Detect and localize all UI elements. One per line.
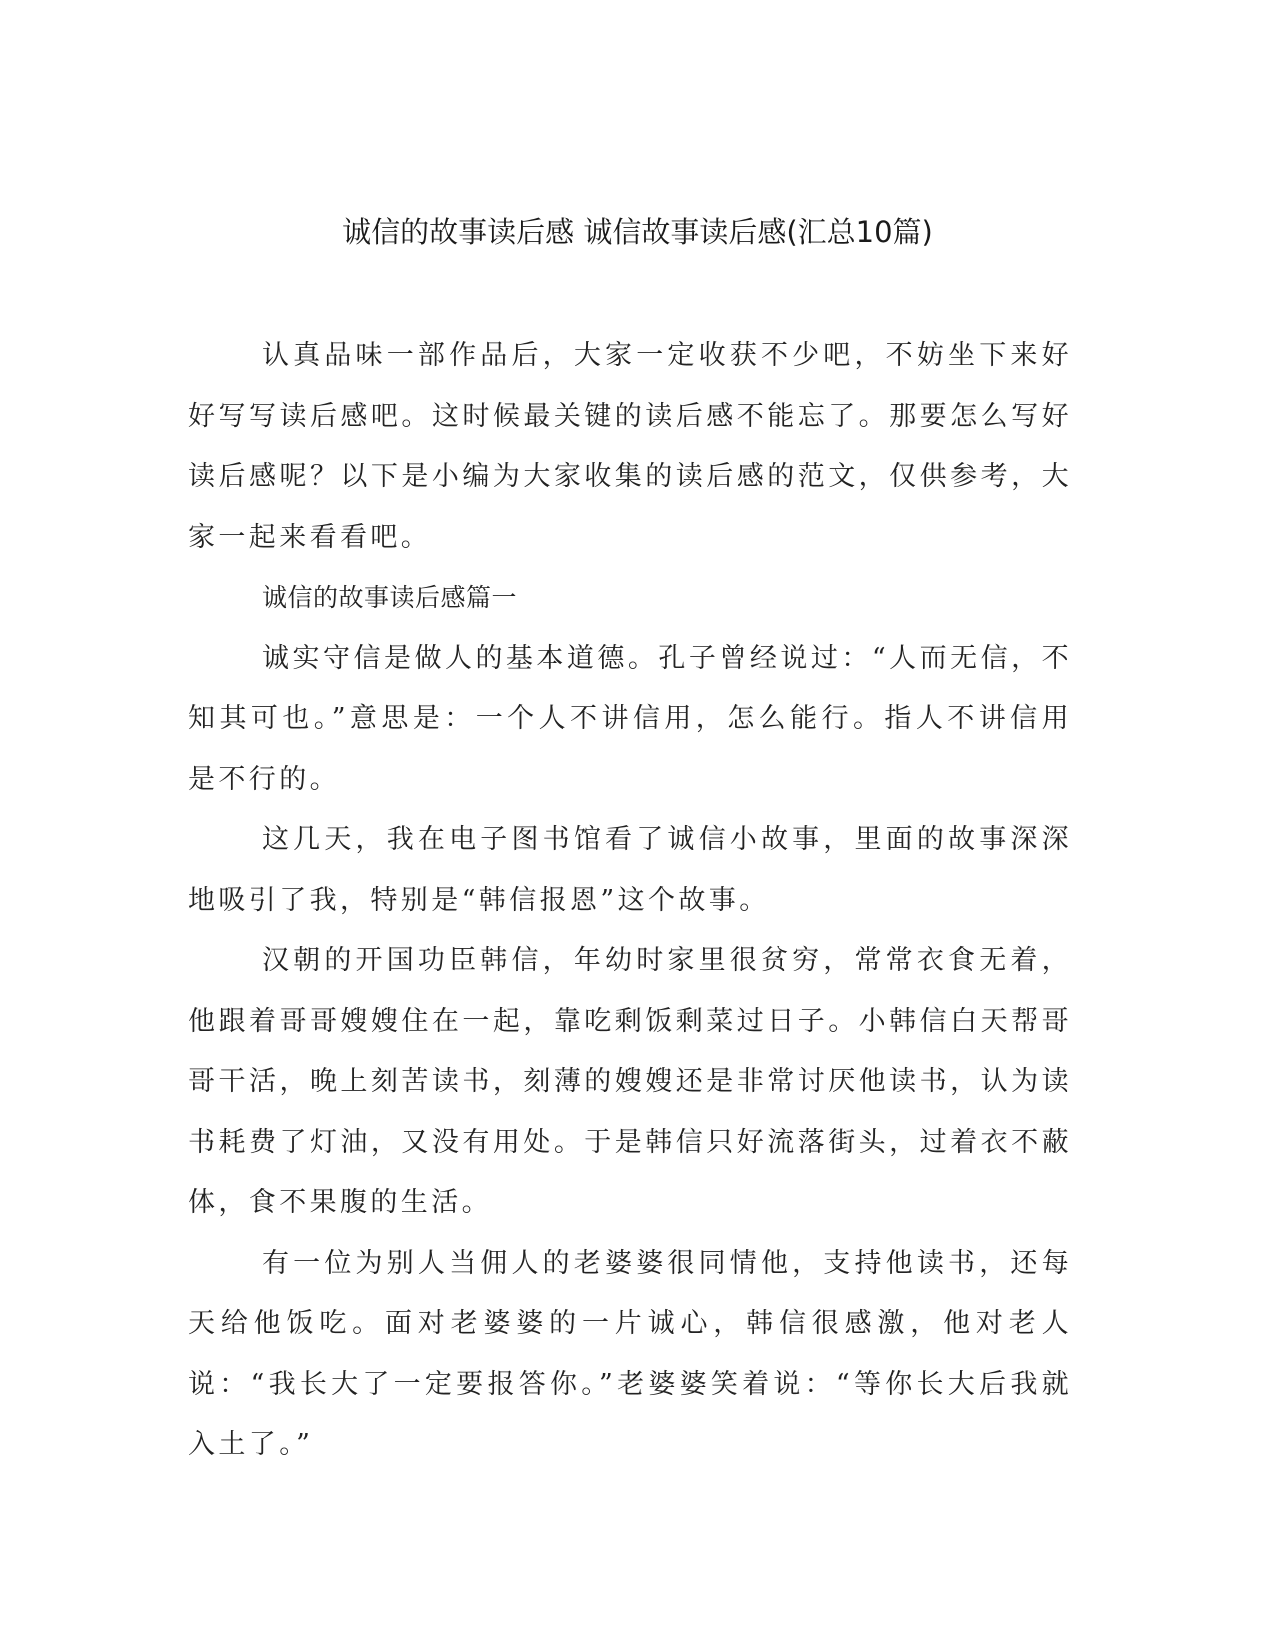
section-heading: 诚信的故事读后感篇一 bbox=[262, 583, 518, 612]
body-paragraph: 这几天，我在电子图书馆看了诚信小故事，里面的故事深深地吸引了我，特别是“韩信报恩”这个故事。 bbox=[188, 824, 1072, 916]
document-body bbox=[188, 326, 1072, 1476]
body-paragraph: 有一位为别人当佣人的老婆婆很同情他，支持他读书，还每天给他饭吃。面对老婆婆的一片诚心，韩信很感激，他对老人说：“我长大了一定要报答你。”老婆婆笑着说：“等你长大后我就入土了。” bbox=[188, 1247, 1072, 1460]
body-paragraph: 汉朝的开国功臣韩信，年幼时家里很贫穷，常常衣食无着，他跟着哥哥嫂嫂住在一起，靠吃剩饭剩菜过日子。小韩信白天帮哥哥干活，晚上刻苦读书，刻薄的嫂嫂还是非常讨厌他读书，认为读书耗费了灯油，又没有用处。于是韩信只好流落街头，过着衣不蔽体，食不果腹的生活。 bbox=[188, 945, 1072, 1218]
document-title: 诚信的故事读后感 诚信故事读后感(汇总10篇) bbox=[342, 215, 933, 249]
intro-paragraph: 认真品味一部作品后，大家一定收获不少吧，不妨坐下来好好写写读后感吧。这时候最关键的读后感不能忘了。那要怎么写好读后感呢？以下是小编为大家收集的读后感的范文，仅供参考，大家一起来看看吧。 bbox=[188, 340, 1072, 553]
body-paragraph: 诚实守信是做人的基本道德。孔子曾经说过：“人而无信，不知其可也。”意思是：一个人不讲信用，怎么能行。指人不讲信用是不行的。 bbox=[188, 642, 1072, 795]
